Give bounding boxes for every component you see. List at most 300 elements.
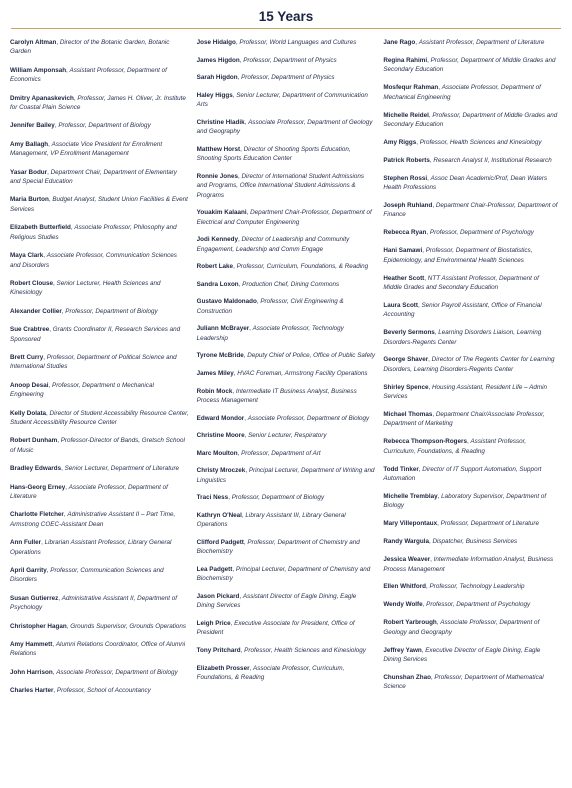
- honoree-role: Professor, School of Accountancy: [56, 687, 151, 695]
- honoree-name: Ronnie Jones: [196, 172, 238, 180]
- honoree-role: Director of The Regents Center for Learning Disorders, Learning Disorders-Regents Center: [383, 356, 555, 373]
- honoree-role: Director of Student Accessibility Resource Center, Student Accessibility Resource Center: [10, 409, 189, 426]
- honoree-entry: [10, 640, 189, 659]
- name-separator: ,: [41, 539, 45, 547]
- honoree-name: Maya Clark: [10, 252, 44, 260]
- honoree-entry: [383, 156, 558, 165]
- name-separator: ,: [415, 39, 419, 46]
- name-separator: ,: [239, 592, 243, 600]
- honoree-name: Tony Pritchard: [196, 646, 241, 654]
- name-separator: ,: [53, 279, 57, 287]
- honoree-entry: [197, 449, 376, 458]
- name-separator: ,: [249, 664, 254, 672]
- honoree-role: Professor, Department of Physics: [241, 74, 335, 82]
- name-separator: ,: [65, 483, 69, 491]
- honoree-entry: [383, 383, 558, 402]
- name-separator: ,: [237, 172, 242, 180]
- honoree-role: Professor, Department of Chemistry and Biochemistry: [196, 538, 360, 556]
- honoree-entry: [10, 538, 189, 557]
- name-separator: ,: [233, 369, 238, 377]
- name-separator: ,: [47, 168, 51, 176]
- honoree-role: Senior Lecturer, Respiratory: [248, 432, 327, 440]
- name-separator: ,: [230, 619, 235, 627]
- honoree-role: Professor, Department of Physics: [243, 56, 337, 64]
- name-separator: ,: [239, 56, 244, 64]
- name-separator: ,: [244, 432, 249, 440]
- name-separator: ,: [241, 511, 246, 519]
- honoree-role: Associate Professor, Department of Biology: [56, 668, 178, 676]
- honoree-name: Christy Mroczek: [196, 467, 246, 475]
- honoree-name: Christine Moore: [196, 432, 245, 440]
- honoree-entry: [197, 538, 376, 557]
- name-separator: ,: [428, 538, 433, 546]
- honoree-entry: [10, 409, 189, 428]
- honoree-entry: [10, 686, 189, 695]
- honoree-name: Robert Lake: [196, 263, 234, 271]
- honoree-name: Matthew Horst: [196, 145, 241, 153]
- name-separator: ,: [424, 274, 428, 282]
- honoree-name: Sandra Loxon: [196, 280, 239, 288]
- honoree-entry: [197, 387, 376, 406]
- honoree-role: Deputy Chief of Police, Office of Public Safety: [247, 352, 376, 360]
- honoree-entry: [383, 555, 558, 574]
- honoree-name: George Shaver: [383, 356, 429, 364]
- name-separator: ,: [416, 138, 420, 146]
- honoree-name: Sue Crabtree: [10, 326, 50, 334]
- honoree-entry: [10, 195, 189, 214]
- honoree-name: Tyrone McBride: [196, 352, 244, 360]
- name-separator: ,: [437, 520, 441, 528]
- honoree-name: Jodi Kennedy: [196, 236, 238, 244]
- name-separator: ,: [426, 229, 430, 237]
- honoree-entry: [197, 280, 376, 289]
- honoree-entry: [10, 594, 189, 613]
- honoree-entry: [197, 466, 376, 485]
- honoree-name: Lea Padgett: [196, 565, 233, 573]
- honoree-entry: [383, 328, 558, 347]
- honoree-role: Professor, Department of Biology: [58, 122, 151, 130]
- honoree-entry: [197, 91, 376, 110]
- honoree-name: Mary Villepontaux: [383, 520, 438, 528]
- honoree-name: Kelly Dolata: [10, 409, 47, 417]
- honoree-name: Robert Clouse: [10, 279, 54, 287]
- honoree-role: Assistant Professor, Department of Economics: [10, 66, 167, 84]
- honoree-name: Carolyn Altman: [10, 39, 57, 46]
- name-separator: ,: [48, 381, 52, 389]
- title-divider: [11, 28, 561, 29]
- name-separator: ,: [427, 174, 431, 182]
- honoree-name: Stephen Rossi: [383, 174, 428, 182]
- honoree-name: James Higdon: [196, 56, 240, 64]
- honoree-entry: [10, 66, 189, 85]
- honoree-name: Edward Mondor: [196, 414, 245, 422]
- honoree-name: Juliann McBrayer: [196, 325, 250, 333]
- honoree-role: Learning Disorders Liaison, Learning Disorders-Regents Center: [383, 329, 542, 346]
- name-separator: ,: [245, 467, 249, 475]
- honoree-name: Ann Fuller: [10, 539, 42, 547]
- name-separator: ,: [438, 84, 442, 92]
- honoree-entry: [197, 592, 376, 611]
- name-separator: ,: [70, 224, 75, 232]
- honoree-role: Professor, Department o Mechanical Engineering: [10, 381, 154, 399]
- honoree-entry: [383, 492, 558, 511]
- name-separator: ,: [422, 247, 426, 255]
- honoree-name: Hans-Georg Erney: [10, 483, 66, 491]
- name-separator: ,: [417, 301, 422, 309]
- honoree-name: Christine Hladik: [196, 118, 245, 126]
- honoree-role: Associate Professor, Department of Biology: [247, 414, 370, 422]
- honoree-role: Director of the Botanic Garden, Botanic Garden: [10, 39, 170, 56]
- honoree-name: Amy Ballagh: [10, 140, 49, 148]
- honoree-entry: [383, 301, 558, 320]
- honoree-name: Clifford Padgett: [196, 538, 244, 546]
- honoree-name: Elizabeth Prosser: [196, 664, 250, 672]
- honoree-role: Professor, James H. Oliver, Jr. Institute for Coastal Plain Science: [10, 94, 186, 112]
- honoree-entry: [197, 208, 376, 227]
- honoree-name: Traci Ness: [196, 494, 229, 502]
- honoree-role: Production Chef, Dining Commons: [242, 280, 340, 288]
- honoree-entry: [383, 56, 558, 75]
- name-separator: ,: [243, 352, 248, 360]
- honoree-role: Senior Lecturer, Department of Literature: [64, 465, 180, 473]
- honoree-name: Laura Scott: [383, 301, 418, 309]
- honoree-entry: [10, 353, 189, 372]
- honoree-entry: [10, 483, 189, 502]
- honoree-role: Assistant Director of Eagle Dining, Eagle Dining Services: [196, 592, 357, 610]
- name-separator: ,: [237, 74, 242, 82]
- honoree-entry: [383, 38, 558, 47]
- name-separator: ,: [238, 280, 243, 288]
- honoree-name: Maria Burton: [10, 196, 49, 204]
- honoree-role: Associate Professor, Department of Geology and Geography: [383, 619, 540, 636]
- name-separator: ,: [43, 353, 47, 361]
- honoree-entry: [197, 73, 376, 82]
- name-separator: ,: [48, 140, 52, 148]
- honoree-name: Jeffrey Yawn: [383, 646, 422, 654]
- name-separator: ,: [228, 494, 232, 502]
- honoree-role: Director of Shooting Sports Education, Shooting Sports Education Center: [196, 145, 351, 163]
- name-separator: ,: [48, 196, 53, 204]
- honoree-entry: [197, 664, 376, 683]
- honoree-role: Grounds Supervisor, Grounds Operations: [70, 622, 187, 630]
- honoree-name: Hani Samawi: [383, 247, 423, 255]
- honoree-entry: [10, 307, 189, 316]
- honoree-role: Intermediate Information Analyst, Business Process Management: [383, 556, 554, 573]
- honoree-entry: [10, 622, 189, 631]
- name-separator: ,: [58, 594, 62, 602]
- honoree-role: Associate Professor, Technology Leadership: [196, 325, 344, 342]
- honoree-role: Department Chair/Associate Professor, Department of Marketing: [383, 411, 545, 428]
- honoree-name: Youakim Kalaani: [196, 209, 247, 217]
- name-separator: ,: [56, 39, 60, 46]
- honoree-name: Michael Thomas: [383, 411, 433, 419]
- page-title: 15 Years: [258, 9, 314, 24]
- honoree-name: Brett Curry: [10, 353, 44, 361]
- honoree-entry: [383, 437, 558, 456]
- honoree-name: April Garrity: [10, 567, 47, 575]
- honoree-entry: [10, 510, 189, 529]
- honoree-name: Robert Dunham: [10, 437, 58, 445]
- honoree-role: Assistant Professor, Department of Literature: [418, 39, 545, 46]
- honoree-role: Assistant Professor, Curriculum, Foundations, & Reading: [383, 438, 527, 455]
- name-separator: ,: [466, 438, 471, 446]
- honoree-entry: [383, 246, 558, 265]
- honoree-role: Professor, Department of Mathematical Science: [383, 673, 544, 691]
- name-separator: ,: [233, 263, 237, 271]
- honoree-entry: [10, 279, 189, 298]
- honoree-name: Amy Riggs: [383, 138, 417, 146]
- honoree-name: Charles Harter: [10, 687, 54, 695]
- honoree-name: Gustavo Maldonado: [196, 298, 257, 306]
- name-separator: ,: [432, 411, 436, 419]
- honoree-role: Professor, Department of Biology: [231, 494, 325, 502]
- name-separator: ,: [232, 565, 236, 573]
- honoree-role: Associate Vice President for Enrollment Management, VP Enrollment Management: [10, 140, 163, 158]
- honoree-entry: [383, 174, 558, 193]
- honoree-name: Michelle Reidel: [383, 111, 429, 119]
- honoree-name: Alexander Collier: [10, 307, 62, 315]
- name-separator: ,: [249, 325, 253, 333]
- honoree-entry: [197, 262, 376, 271]
- name-separator: ,: [240, 646, 245, 654]
- honoree-entry: [383, 410, 558, 429]
- honoree-role: NTT Assistant Professor, Department of Middle Grades and Secondary Education: [383, 274, 539, 291]
- honoree-role: Professor, Department of Biostatistics, Epidemiology, and Environmental Health Sciences: [383, 247, 533, 264]
- honoree-entry: [10, 436, 189, 455]
- column-3: [383, 38, 566, 705]
- honoree-name: Robert Yarbrough: [383, 619, 437, 627]
- honoree-name: Charlotte Fletcher: [10, 511, 64, 519]
- name-separator: ,: [256, 298, 261, 306]
- honoree-entry: [10, 94, 189, 113]
- name-separator: ,: [53, 687, 57, 695]
- honoree-name: Joseph Ruhland: [383, 201, 433, 209]
- name-separator: ,: [422, 601, 427, 609]
- name-separator: ,: [436, 619, 441, 627]
- honoree-name: Patrick Roberts: [383, 156, 430, 164]
- honoree-name: Beverly Sermons: [383, 329, 435, 337]
- honoree-entry: [197, 324, 376, 343]
- honoree-role: Senior Lecturer, Department of Communication Arts: [196, 91, 368, 109]
- name-separator: ,: [232, 387, 236, 395]
- name-separator: ,: [437, 493, 442, 500]
- name-separator: ,: [235, 39, 240, 46]
- honoree-role: Professor, Department of Psychology: [426, 601, 531, 609]
- honoree-entry: [383, 83, 558, 102]
- name-separator: ,: [57, 437, 61, 445]
- name-separator: ,: [66, 622, 71, 630]
- name-separator: ,: [232, 91, 237, 99]
- honoree-entry: [197, 369, 376, 378]
- honoree-name: Ellen Whitford: [383, 583, 427, 591]
- name-separator: ,: [73, 94, 78, 102]
- honoree-entry: [10, 38, 189, 57]
- honoree-entry: [197, 646, 376, 655]
- honoree-name: Randy Wargula: [383, 538, 429, 546]
- name-separator: ,: [428, 383, 432, 391]
- honoree-role: Research Analyst II, Institutional Research: [433, 156, 552, 164]
- honoree-role: Professor, Curriculum, Foundations, & Reading: [236, 263, 369, 271]
- honoree-name: Bradley Edwards: [10, 465, 62, 473]
- honoree-name: Mosfequr Rahman: [383, 84, 439, 92]
- honoree-role: Principal Lecturer, Department of Chemistry and Biochemistry: [196, 565, 371, 583]
- honoree-entry: [10, 121, 189, 130]
- honoree-entry: [383, 201, 558, 220]
- honoree-name: Haley Higgs: [196, 91, 233, 99]
- honoree-role: Administrative Assistant II – Part Time, Armstrong COEC-Assistant Dean: [10, 511, 176, 528]
- honoree-name: Jennifer Bailey: [10, 122, 55, 130]
- name-separator: ,: [240, 145, 244, 153]
- name-separator: ,: [46, 409, 50, 417]
- honoree-entry: [197, 414, 376, 423]
- honoree-entry: [383, 582, 558, 591]
- honoree-entry: [383, 465, 558, 484]
- honoree-role: Professor, World Languages and Cultures: [239, 39, 357, 46]
- honoree-name: Robin Mock: [196, 387, 233, 395]
- honoree-role: Associate Professor, Philosophy and Religious Studies: [10, 224, 177, 241]
- honoree-role: Department Chair, Department of Elementary and Special Education: [10, 168, 177, 186]
- honoree-name: Shirley Spence: [383, 383, 429, 391]
- name-separator: ,: [244, 118, 249, 126]
- honoree-entry: [197, 351, 376, 360]
- honoree-role: Professor, Health Sciences and Kinesiology: [244, 646, 366, 654]
- name-separator: ,: [430, 556, 434, 564]
- honoree-name: Wendy Wolfe: [383, 601, 423, 609]
- name-separator: ,: [430, 673, 435, 681]
- name-separator: ,: [244, 414, 248, 422]
- honoree-entry: [383, 274, 558, 293]
- honoree-role: Intermediate IT Business Analyst, Business Process Management: [196, 387, 357, 404]
- honoree-role: Director of International Student Admissions and Programs, Office International Student Admissions & Programs: [196, 172, 365, 199]
- honoree-entry: [10, 223, 189, 242]
- honoree-role: Housing Assistant, Resident Life – Admin Services: [383, 383, 548, 401]
- name-separator: ,: [61, 465, 65, 473]
- honoree-role: Professor, Department of Psychology: [429, 229, 534, 237]
- honoree-name: Susan Gutierrez: [10, 594, 59, 602]
- honoree-role: Associate Professor, Communication Sciences and Disorders: [10, 252, 177, 269]
- honoree-role: Budget Analyst, Student Union Facilities & Event Services: [10, 196, 188, 213]
- name-separator: ,: [432, 201, 436, 209]
- honoree-role: Professor, Department of Political Science and International Studies: [10, 353, 177, 371]
- honoree-role: Grants Coordinator II, Research Services and Sponsored: [10, 326, 181, 343]
- honoree-entry: [10, 566, 189, 585]
- name-separator: ,: [52, 668, 57, 676]
- honoree-entry: [10, 325, 189, 344]
- honoree-name: Heather Scott: [383, 274, 425, 282]
- honoree-entry: [383, 537, 558, 546]
- name-separator: ,: [52, 641, 56, 649]
- honoree-role: Associate Professor, Department of Literature: [10, 483, 168, 500]
- name-separator: ,: [66, 66, 70, 74]
- honoree-name: Jose Hidalgo: [196, 39, 236, 46]
- honoree-entry: [197, 619, 376, 638]
- honoree-entry: [197, 56, 376, 65]
- honoree-role: Senior Payroll Assistant, Office of Financial Accounting: [383, 301, 542, 319]
- honoree-entry: [197, 511, 376, 530]
- honoree-role: Laboratory Supervisor, Department of Biology: [383, 493, 547, 510]
- honoree-entry: [10, 168, 189, 187]
- honoree-entry: [197, 431, 376, 440]
- honoree-name: Jason Pickard: [196, 592, 240, 600]
- name-separator: ,: [427, 56, 431, 64]
- honoree-name: John Harrison: [10, 668, 53, 676]
- honoree-name: Christopher Hagan: [10, 622, 67, 630]
- honoree-entry: [383, 355, 558, 374]
- name-separator: ,: [428, 356, 432, 364]
- name-separator: ,: [246, 209, 251, 217]
- honoree-role: Professor, Department of Middle Grades and Secondary Education: [383, 56, 556, 74]
- honoree-name: Michelle Tremblay: [383, 493, 438, 500]
- honoree-name: Chunshan Zhao: [383, 673, 431, 681]
- honoree-role: Professor, Civil Engineering & Construction: [196, 298, 344, 315]
- honoree-name: Elizabeth Butterfield: [10, 224, 71, 232]
- honoree-entry: [10, 381, 189, 400]
- name-separator: ,: [421, 646, 426, 654]
- honoree-entry: [197, 493, 376, 502]
- honoree-role: Librarian Assistant Professor, Library General Operations: [10, 539, 172, 556]
- honoree-entry: [10, 464, 189, 473]
- honoree-role: HVAC Foreman, Armstrong Facility Operations: [237, 369, 368, 377]
- honoree-role: Director of Leadership and Community Engagement, Leadership and Comm Engage: [196, 236, 350, 253]
- honoree-role: Department Chair-Professor, Department of Electrical and Computer Engineering: [196, 209, 372, 226]
- name-separator: ,: [63, 511, 68, 519]
- honoree-role: Senior Lecturer, Health Sciences and Kinesiology: [10, 279, 161, 297]
- honoree-name: Marc Moulton: [196, 449, 238, 457]
- honoree-entry: [197, 565, 376, 584]
- name-separator: ,: [428, 111, 433, 119]
- honoree-entry: [10, 140, 189, 159]
- honoree-role: Administrative Assistant II, Department of Psychology: [10, 594, 178, 612]
- honoree-entry: [197, 145, 376, 164]
- honoree-name: James Miley: [196, 369, 234, 377]
- honoree-entry: [197, 38, 376, 47]
- honoree-name: Sarah Higdon: [196, 74, 238, 82]
- honoree-role: Associate Professor, Curriculum, Foundations, & Reading: [196, 664, 345, 681]
- honoree-role: Professor, Department of Art: [241, 449, 321, 457]
- honoree-entry: [383, 646, 558, 665]
- name-separator: ,: [237, 449, 242, 457]
- honoree-entry: [197, 297, 376, 316]
- honoree-entry: [383, 228, 558, 237]
- column-1: [10, 38, 197, 705]
- honoree-name: Anoop Desai: [10, 381, 49, 389]
- honoree-name: Todd Tinker: [383, 465, 419, 473]
- honoree-entry: [383, 600, 558, 609]
- honoree-name: Regina Rahimi: [383, 56, 428, 64]
- honoree-name: Kathryn O'Neal: [196, 511, 242, 519]
- honoree-role: Professor, Department of Literature: [440, 520, 539, 528]
- honoree-role: Professor, Department of Biology: [65, 307, 158, 315]
- honoree-name: William Amponsah: [10, 66, 67, 74]
- name-separator: ,: [243, 538, 248, 546]
- honoree-name: Rebecca Thompson-Rogers: [383, 438, 467, 446]
- honoree-entry: [383, 673, 558, 692]
- name-separator: ,: [49, 326, 53, 334]
- honoree-role: Professor, Health Sciences and Kinesiology: [419, 138, 542, 146]
- honoree-role: Executive Associate for President, Office of President: [196, 619, 355, 637]
- honoree-entry: [197, 172, 376, 200]
- honoree-role: Professor-Director of Bands, Gretsch School of Music: [10, 437, 185, 454]
- honoree-name: Jessica Weaver: [383, 556, 431, 564]
- honoree-role: Principal Lecturer, Department of Writing and Linguistics: [196, 467, 375, 484]
- name-separator: ,: [418, 465, 423, 473]
- honoree-entry: [383, 519, 558, 528]
- honoree-role: Professor, Communication Sciences and Disorders: [10, 567, 164, 584]
- honoree-role: Director of IT Support Automation, Support Automation: [383, 465, 542, 483]
- name-separator: ,: [46, 567, 51, 575]
- honoree-role: Department Chair-Professor, Department of Finance: [383, 201, 558, 219]
- honoree-role: Library Assistant III, Library General Operations: [196, 511, 346, 529]
